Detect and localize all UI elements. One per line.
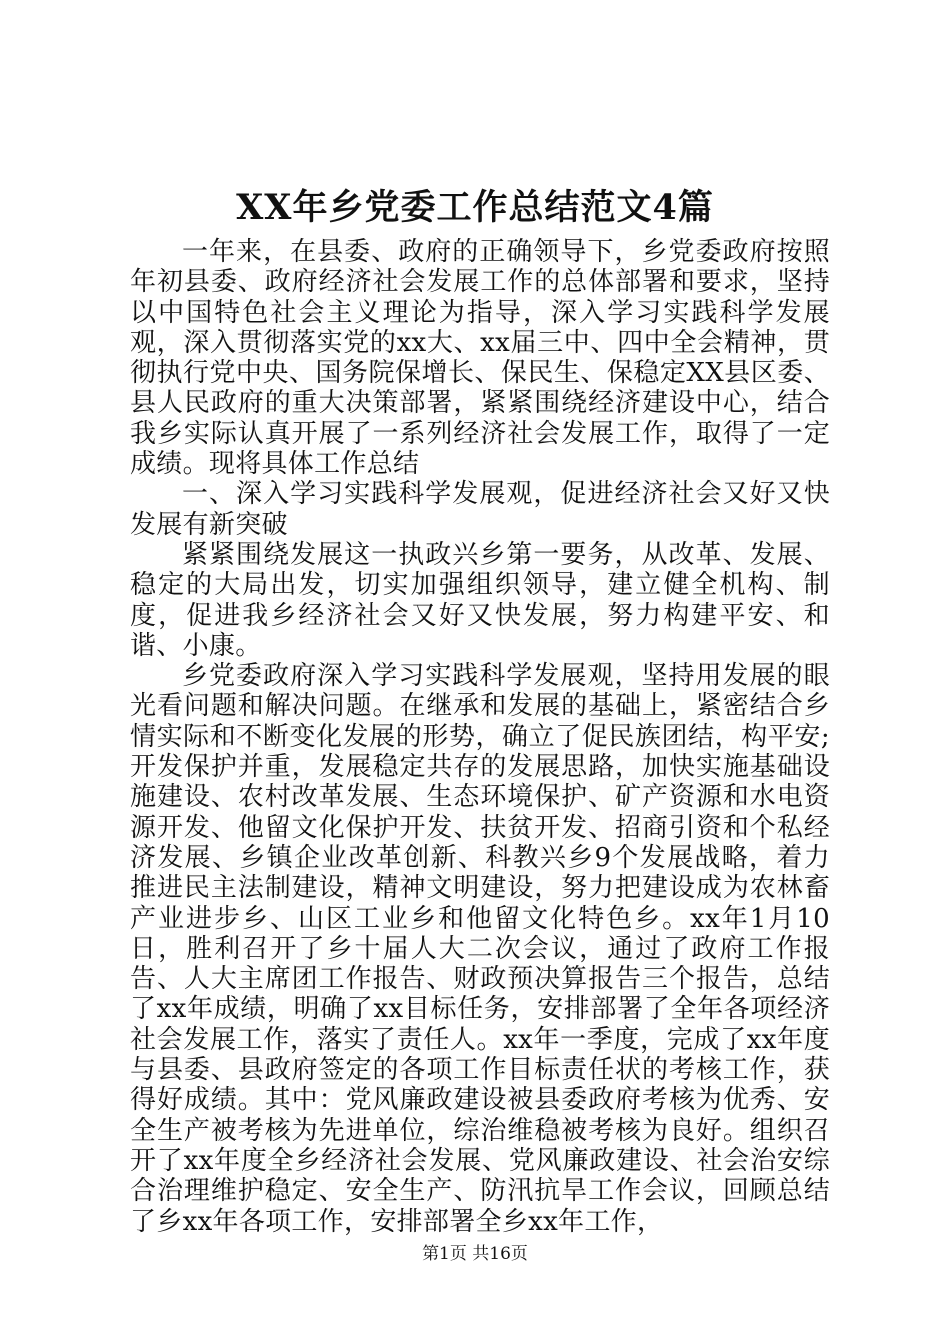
paragraph-section-heading: 一、深入学习实践科学发展观，促进经济社会又好又快发展有新突破 <box>130 479 830 540</box>
paragraph-strategy: 乡党委政府深入学习实践科学发展观，坚持用发展的眼光看问题和解决问题。在继承和发展的基础上，紧密结合乡情实际和不断变化发展的形势，确立了促民族团结，构平安;开发保护并重，发展稳定共存的发展思路，加快实施基础设施建设、农村改革发展、生态环境保护、矿产资源和水电资源开发、他留文化保护开发、扶贫开发、招商引资和个私经济发展、乡镇企业改革创新、科教兴乡9个发展战略，着力推进民主法制建设，精神文明建设，努力把建设成为农林畜产业进步乡、山区工业乡和他留文化特色乡。xx年1月10日，胜利召开了乡十届人大二次会议，通过了政府工作报告、人大主席团工作报告、财政预决算报告三个报告，总结了xx年成绩，明确了xx目标任务，安排部署了全年各项经济社会发展工作，落实了责任人。xx年一季度，完成了xx年度与县委、县政府签定的各项工作目标责任状的考核工作，获得好成绩。其中：党风廉政建设被县委政府考核为优秀、安全生产被考核为先进单位，综治维稳被考核为良好。组织召开了xx年度全乡经济社会发展、党风廉政建设、社会治安综合治理维护稳定、安全生产、防汛抗旱工作会议，回顾总结了乡xx年各项工作，安排部署全乡xx年工作， <box>130 661 830 1237</box>
document-body <box>130 237 830 1237</box>
page-footer: 第1页 共16页 <box>422 1244 528 1264</box>
paragraph-intro: 一年来，在县委、政府的正确领导下，乡党委政府按照年初县委、政府经济社会发展工作的总体部署和要求，坚持以中国特色社会主义理论为指导，深入学习实践科学发展观，深入贯彻落实党的xx大、xx届三中、四中全会精神，贯彻执行党中央、国务院保增长、保民生、保稳定XX县区委、县人民政府的重大决策部署，紧紧围绕经济建设中心，结合我乡实际认真开展了一系列经济社会发展工作，取得了一定成绩。现将具体工作总结 <box>130 237 830 480</box>
document-title: XX年乡党委工作总结范文4篇 <box>236 187 714 228</box>
paragraph-development: 紧紧围绕发展这一执政兴乡第一要务，从改革、发展、稳定的大局出发，切实加强组织领导，建立健全机构、制度，促进我乡经济社会又好又快发展，努力构建平安、和谐、小康。 <box>130 539 830 661</box>
